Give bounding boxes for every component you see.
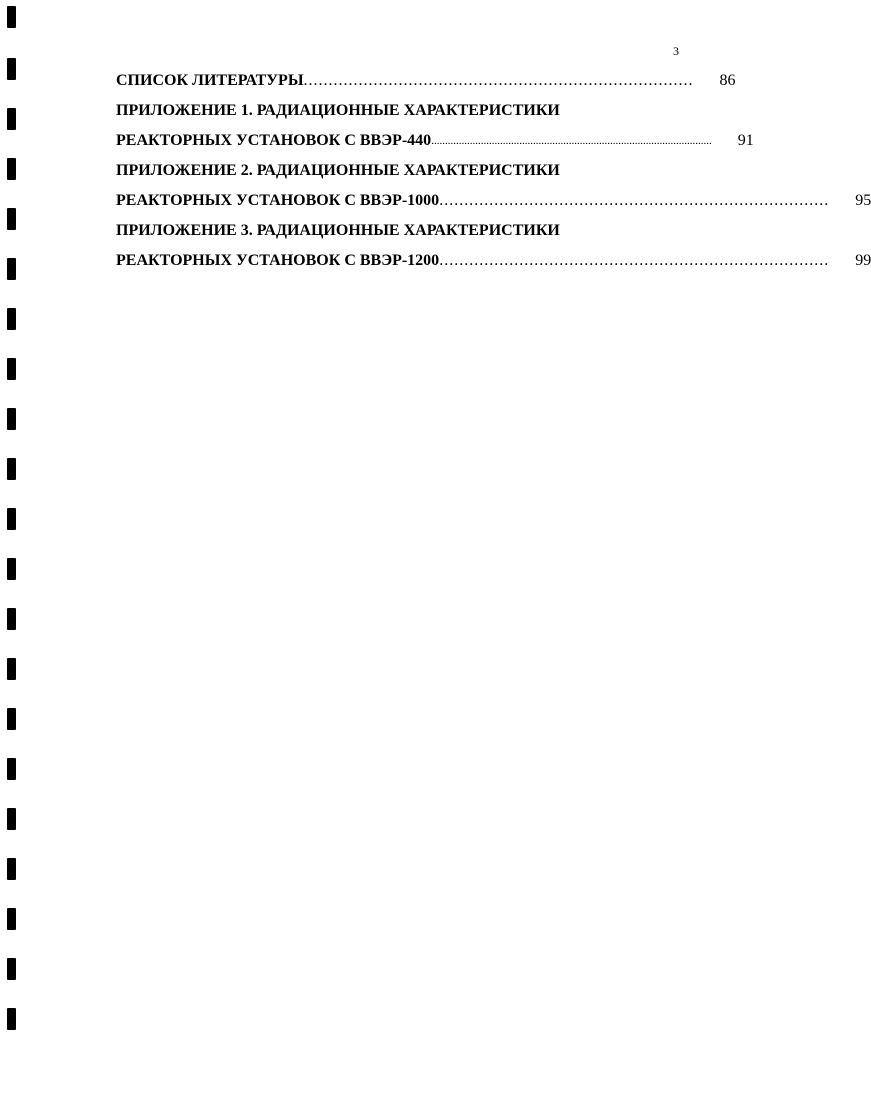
toc-entry-title: РЕАКТОРНЫХ УСТАНОВОК С ВВЭР-440 [116,132,432,149]
toc-entry-title: РЕАКТОРНЫХ УСТАНОВОК С ВВЭР-1200 [116,252,440,269]
toc-entry-appendix-1-heading[interactable] [116,96,680,126]
binding-mark [7,158,16,180]
toc-entry-title: СПИСОК ЛИТЕРАТУРЫ [116,72,304,89]
toc-entry-page: 95 [855,192,871,209]
binding-mark [7,208,16,230]
binding-mark [7,258,16,280]
toc-entry-appendix-3[interactable] [116,246,871,276]
binding-mark [7,508,16,530]
binding-mark [7,308,16,330]
binding-mark [7,558,16,580]
toc-entry-appendix-2[interactable] [116,186,871,216]
toc-entry-page: 99 [855,252,871,269]
toc-entry-page: 91 [737,132,754,149]
binding-mark [7,1008,16,1030]
dot-leader: .............................................................................. [439,192,830,209]
page-number: 3 [673,44,679,58]
toc-entry-appendix-1[interactable] [116,126,754,156]
binding-mark [7,458,16,480]
binding-mark [7,58,16,80]
toc-entry-references[interactable] [116,66,736,96]
binding-mark [7,108,16,130]
dot-leader: ...................................................................................................... [431,135,712,147]
toc-entry-title: РЕАКТОРНЫХ УСТАНОВОК С ВВЭР-1000 [116,192,440,209]
binding-mark [7,958,16,980]
toc-entry-title: ПРИЛОЖЕНИЕ 2. РАДИАЦИОННЫЕ ХАРАКТЕРИСТИКИ [116,162,560,179]
toc-entry-title: ПРИЛОЖЕНИЕ 3. РАДИАЦИОННЫЕ ХАРАКТЕРИСТИКИ [116,222,560,239]
binding-mark [7,908,16,930]
binding-mark [7,708,16,730]
binding-mark [7,408,16,430]
toc-entry-title: ПРИЛОЖЕНИЕ 1. РАДИАЦИОННЫЕ ХАРАКТЕРИСТИКИ [116,102,560,119]
binding-mark [7,758,16,780]
binding-mark [7,6,16,28]
binding-mark [7,808,16,830]
binding-mark [7,658,16,680]
binding-mark [7,858,16,880]
toc-entry-appendix-2-heading[interactable] [116,156,680,186]
binding-mark [7,608,16,630]
binding-mark [7,358,16,380]
toc-entry-page: 86 [719,72,736,89]
toc-entry-appendix-3-heading[interactable] [116,216,680,246]
dot-leader: .............................................................................. [303,72,694,89]
dot-leader: .............................................................................. [439,252,830,269]
table-of-contents [116,66,871,276]
